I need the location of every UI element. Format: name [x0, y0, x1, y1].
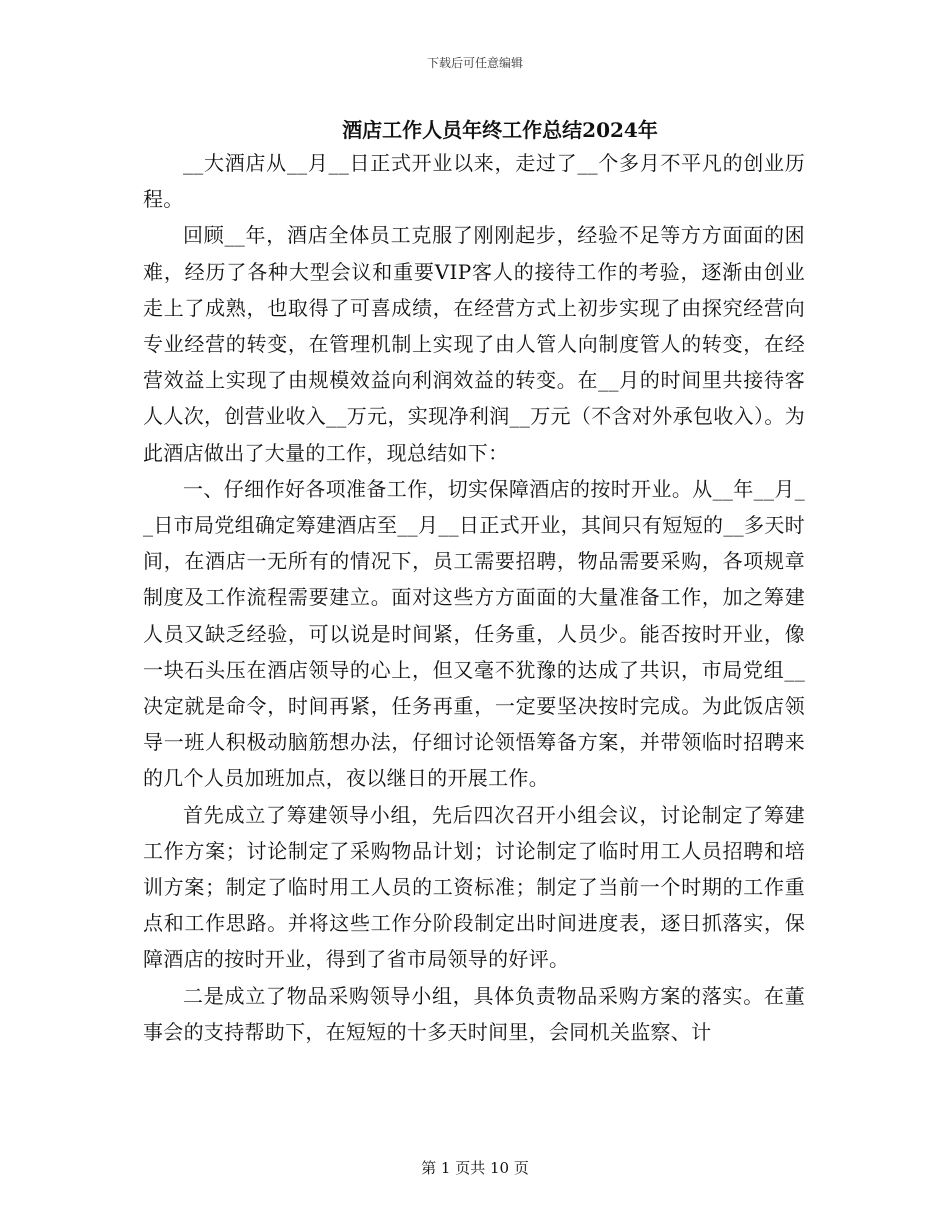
paragraph: 首先成立了筹建领导小组，先后四次召开小组会议，讨论制定了筹建工作方案；讨论制定了采购物品计划；讨论制定了临时用工人员招聘和培训方案；制定了临时用工人员的工资标准；制定了当前一个时期的工作重点和工作思路。并将这些工作分阶段制定出时间进度表，逐日抓落实，保障酒店的按时开业，得到了省市局领导的好评。	[143, 802, 805, 972]
page-header-note: 下载后可任意编辑	[426, 56, 523, 70]
document-body	[143, 145, 805, 1050]
paragraph: __大酒店从__月__日正式开业以来，走过了__个多月不平凡的创业历程。	[143, 151, 805, 212]
paragraph: 二是成立了物品采购领导小组，具体负责物品采购方案的落实。在董事会的支持帮助下，在短短的十多天时间里，会同机关监察、计	[143, 983, 805, 1044]
document-title: 酒店工作人员年终工作总结2024年	[342, 118, 658, 142]
paragraph: 回顾__年，酒店全体员工克服了刚刚起步，经验不足等方方面面的困难，经历了各种大型会议和重要VIP客人的接待工作的考验，逐渐由创业走上了成熟，也取得了可喜成绩，在经营方式上初步实现了由探究经营向专业经营的转变，在管理机制上实现了由人管人向制度管人的转变，在经营效益上实现了由规模效益向利润效益的转变。在__月的时间里共接待客人人次，创营业收入__万元，实现净利润__万元（不含对外承包收入）。为此酒店做出了大量的工作，现总结如下：	[143, 223, 805, 465]
page-number-footer: 第 1 页共 10 页	[421, 1159, 529, 1177]
paragraph: 一、仔细作好各项准备工作，切实保障酒店的按时开业。从__年__月__日市局党组确定筹建酒店至__月__日正式开业，其间只有短短的__多天时间，在酒店一无所有的情况下，员工需要招聘，物品需要采购，各项规章制度及工作流程需要建立。面对这些方方面面的大量准备工作，加之筹建人员又缺乏经验，可以说是时间紧，任务重，人员少。能否按时开业，像一块石头压在酒店领导的心上，但又毫不犹豫的达成了共识，市局党组__决定就是命令，时间再紧，任务再重，一定要坚决按时完成。为此饭店领导一班人积极动脑筋想办法，仔细讨论领悟筹备方案，并带领临时招聘来的几个人员加班加点，夜以继日的开展工作。	[143, 476, 805, 791]
